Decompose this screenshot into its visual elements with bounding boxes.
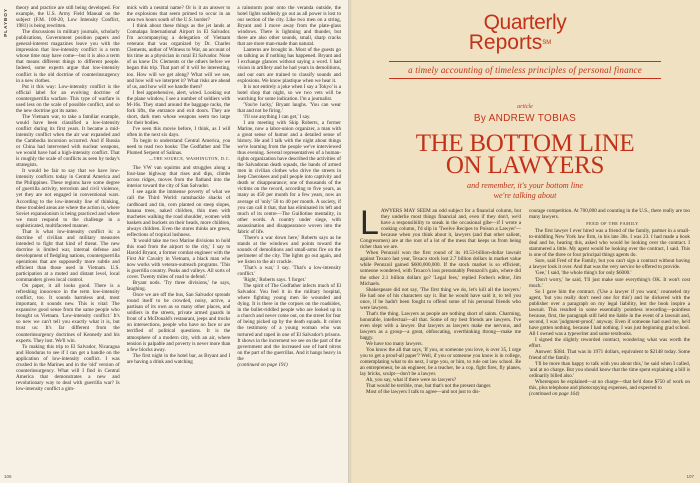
deck xyxy=(350,181,700,200)
left-column-3 xyxy=(237,5,341,473)
paragraph: 'Right,' Roberts says. 'I forget.' xyxy=(243,277,307,284)
paragraph: 'There's a war down here,' Roberts says as he stands at the windows and points toward the sounds of demolitions and small-arms fire on the perimeter of the city. The lights go out again, and we listen to the air crackle. xyxy=(237,234,342,265)
headline-line2: ON LAWYERS xyxy=(445,152,605,179)
left-column-2 xyxy=(127,5,231,473)
paragraph: That would be terrible, true, but that's not the present danger. xyxy=(366,383,492,390)
paragraph: On paper, it all looks good. There is a refreshing innocence in the term low-intensity conflict, too. It sounds harmless and, most important, it sounds new. This is vital: The expansive good sense from the same people who brought us Vietnam. 'Low-intensity conflict.' It's so new we can't tell you exactly what it is, but trust us: It's far different from the counterinsurgency doctrines of Kennedy and his experts. They lost. We'll win. xyxy=(16,283,120,344)
divider xyxy=(389,61,661,62)
paragraph: 'I'll use anything I can get,' I say. xyxy=(243,113,311,120)
service-mark: SM xyxy=(542,40,552,46)
paragraph: It would be fair to say that we have low-intensity conflicts today in Central America and the Philippines. These regions have some degree of guerrilla activity, terrorism and civil violence, yet they are not engaged in conventional wars. According to the low-intensity line of thinking, these troubled areas are where the action is, where Soviet expansionism is being practiced and where we must respond to the challenge in a sophisticated, multifaceted manner. xyxy=(16,168,120,229)
paragraph: You know the all that says, 'If you, or someone you love, is over 35, I urge you to get a proof-all paper'? Well, if you or someone you know is in college, contemplating what to do next, I urge you, or him, to rule out law school. Be an entrepreneur, be an engineer, be a teacher, be a cop, fight fires, fly planes, lay bricks, sculpt—don't be a lawyer. xyxy=(360,347,521,378)
paragraph: 'It would take me two Marine divisions to hold this road from the airport to the city,' I say to Harold Bryant, a former combat engineer with the First Air Cavalry in Vietnam, a black man who now works with veteran-outreach programs. 'This is guerrilla country. Peaks and valleys. All sorts of cover. Twenty miles of road to defend.' xyxy=(126,237,231,281)
paragraph: Ah, you say, what if there were no lawyers? xyxy=(366,377,457,384)
paragraph: When Pennzoil won the first round of its 10.53-billion-dollar lawsuit against Texaco last year, Texaco stock lost 2.7 billion dollars in market value while Pennzoil gained $600,000,000. If the stock market is so efficient, someone wondered, with Texaco's loss presumably Pennzoil's gain, where did the other 2.1 billion dollars go? 'Legal fees,' replied Forbes's editor, Jim Michaels. xyxy=(360,250,521,287)
paragraph: theory and practice are still being developed. For example, the U.S. Army Field Manual on the subject (F.M. 100-20, Low Intensity Conflict, 1981) is being rewritten. xyxy=(16,5,120,30)
page-number: 107 xyxy=(686,474,694,479)
article-label: article xyxy=(517,104,533,110)
paragraph: Once we are off the bus, San Salvador spreads round itself to be crowded, noisy, active, a partisan of its own as so many other places, and soldiers in the streets, private armed guards in front of a McDonald's restaurant, jeeps and trucks on intersections, people who have no face or are terrified of political questions. It is the atmosphere of a modern city, with an air, where tension is palpable and poverty is never more than a few blocks away. xyxy=(126,292,231,353)
paragraph: So I gave him the contract. ('Use a lawyer if you want,' counseled my agent, 'but you really don't need one for this') and he dickered with the publisher over a paragraph on my legal liability, lest the book inspire a lawsuit. This resulted in some essentially pointless rewording—pointless because, first, the paragraph still held me liable in the event of a lawsuit and, second, I was 'judgment-proof,' anyway. Even if someone had sued me, he'd have gotten nothing, because I had nothing. I was just beginning grad school. All I owned was a typewriter and some textbooks. xyxy=(529,288,690,337)
paragraph: Shakespeare did not say, 'The first thing we do, let's kill all the lawyers.' He had one of his characters say it. But he would have said it, to tell you once, if he hadn't been fought to offend some of his personal friends who were lawyers. xyxy=(360,286,521,311)
headline-line1: THE BOTTOM LINE xyxy=(415,130,635,157)
paragraph: I feel apprehensive, alert, wired. Looking out the plane window, I see a number of soldiers with M-16s. They stand around the baggage racks, the fork lifts, the entrance and exit doors. They are short, dark men whose weapons seem too large for their bodies. xyxy=(126,89,231,126)
paragraph: I am meeting with Skip Roberts, a former Marine, now a labor-union organizer, a man with a great sense of humor and a detailed sense of history. He and I talk with the night about things we're learning from the people we've interviewed thus evening. Several representatives of a human-rights organization have described the activities of the Salvadoran death squads, the bands of armed men in civilian clothes who drive the streets in Jeep Cherokees and pull people into captivity and death or disappearance; one of thousands of the victims on the record, according to five years, as many as 450 per month for a few years, now an average of 'only' 50 to 40 per month. A society, if you can call it that, that has eliminated its left and much of its centre—The Guillotine mentality, in other words. A country under siege, with assassination and disappearance woven into the fabric of life. xyxy=(237,119,342,235)
left-column-1 xyxy=(16,5,120,473)
paragraph: To begin to understand Central America, you need to read two books: The Godfather and The Plumed Serpent of Salinas. xyxy=(126,138,231,157)
paragraph: The VW van squirms and struggles along a four-lane highway that rises and dips, climbs across ridges, moves from the flatland into the interior toward the city of San Salvador. xyxy=(126,165,231,190)
paragraph xyxy=(360,208,521,250)
running-head: PLAYBOY xyxy=(3,8,8,37)
paragraph: I signed the slightly reworded contract, wondering what was worth the effort. xyxy=(529,336,690,350)
epigraph-source: —THE SOURCE, WASHINGTON, D.C. xyxy=(148,156,231,162)
article-column-2 xyxy=(529,208,690,473)
deck-line2: we're talking about xyxy=(493,190,557,200)
article-body xyxy=(360,208,690,473)
paragraph: Sure, said Fred of the Family, but you can't sign a contract without having a lawyer look it over. And that was the very service he offered to provide. xyxy=(529,258,690,271)
subhead: FEED OF THE FAMILY xyxy=(586,221,639,227)
paragraph: Answer: $384. That was in 1971 dollars, equivalent to $2148 today. Some friend of the family. xyxy=(529,349,690,362)
paragraph: We have too many lawyers. xyxy=(366,341,423,348)
left-page-columns xyxy=(16,5,341,473)
quarterly-reports-header xyxy=(350,12,700,79)
paragraph: That's the thing. Lawyers as people are nothing short of saints. Charming, honorable, intellectual—all that. Some of my best friends are lawyers. I've even slept with a lawyer. But lawyers as lawyers make me nervous, and lawyers as a group—a great, obfuscating, overthinking throng—make me baggy. xyxy=(360,310,521,341)
paragraph: The spirit of The Godfather infects much of El Salvador. You feel it in the military hospital, where fighting young men lie wounded and dying. It is there in the corpses on the roadsides, in the bullet-riddled people who are looked up in a church and never come out, on the street for fear of being picked up by the death squads. It colors the testimony of a young woman who was tortured and raped in one of El Salvador's prisons. It shows in the increment we see on the part of the government and the increased use of hard nitros on the part of the guerrillas. And it hangs heavy in the xyxy=(237,283,342,362)
paragraph: a rainstorm pour onto the veranda outside, the hotel lights suddenly go out as all power is lost to our section of the city. Like two men on a string, Bryant and I move away from the plate-glass windows. There is lightning and thunder, but there are also other sounds, small, sharp cracks that are more man-made than natural. xyxy=(237,5,342,48)
paragraph: The first night in the hotel bar, as Bryant and I are having a drink and watching xyxy=(126,352,231,365)
lead-text: AWYERS MAY SEEM an odd subject for a financial column, but they underlie most things financial and, even if they don't, we'd have a responsibility to sneak in the occasional gibe—if I wrote a cooking column, I'd slip in 'Twelve Recipes to Poison a Lawyer'—because when you think about it, lawyers (and that other salient, Congressmen) are at the root of a lot of the mess that keeps us from being richer than we are. xyxy=(360,208,521,251)
paragraph: It is not entirely a joke when I say a Tokyo' is a hotel shop that night, so we two vets will be watching for some indication. I'm a journalist. xyxy=(237,83,342,102)
spine-shadow xyxy=(348,0,352,483)
paragraph: 'That's a war,' I say. 'That's a low-intensity conflict.' xyxy=(237,265,342,278)
headline xyxy=(350,130,700,179)
paragraph: 'Gee,' I said, 'the whole thing's for only $6000.' xyxy=(535,270,632,277)
paragraph: I think about these things as the jet lands at Comalapa International Airport in El Salvador. I'm accompanying a delegation of Vietnam veterans that was organized by Dr. Charles Clements, author of Witness to War, an account of his time as a physician in rural El Salvador. None of us knew Dr. Clements or the others before we began this trip. That part of it will be interesting, too. How will we get along? What will we see, and how will we interpret it? What risks are ahead of us, and how will we handle them? xyxy=(126,23,231,90)
paragraph: I see again the immense poverty of what we call the Third World: ramshackle shacks of cardboard and tin, corn planted on steep slopes, banana trees, naked children, thin men with machetes walking the road shoulder, women with baskets and buckets on their heads, more children, always children. Even the stores thinks are green, reflections of tropical lushness. xyxy=(126,189,231,238)
paragraph: I've seen this movie before, I think, as I will often in the next six days. xyxy=(126,125,231,138)
paragraph: mick with a neutral name? Or is it an answer to the explosions that seem primed to occur in an area two hours south of the U.S. border? xyxy=(126,5,231,24)
continued-note: (continued on page 191) xyxy=(237,361,288,368)
column-title-reports: Reports xyxy=(468,31,543,54)
paragraph: That is what low-intensity conflict is: a doctrine of civilian and military measures intended to fight that kind of threat. The new doctrine is limited war, internal defense and development of fledgling nations, counterguerrilla operations that are supposedly more subtle and efficient than those used in Vietnam. U.S. participation at a muted and distant level, local commanders given local control. xyxy=(16,228,120,284)
paragraph: To making this trip to El Salvador, Nicaragua and Honduras to see if I can get a handle on the application of low-intensity conflict. I was crushed in the Marines and in the 'old' version of counterinsurgency. What will I find in Central America that demonstrates a new and revolutionary way to deal with guerrilla war? Is low-intensity conflict a gim- xyxy=(16,343,120,392)
column-title-line1: Quarterly xyxy=(483,11,567,34)
paragraph: Lanterns are brought in. Most of the guests go on talking as if nothing has happened. Bryant and I exchange glances without saying a word. I had vision in artillery and he had years in demolitions, and our ears are trained to classify sounds and explosions. We know plastique when we hear it. xyxy=(237,47,342,84)
column-tagline: a timely accounting of timeless principles of personal finance xyxy=(408,65,642,75)
paragraph: 'I'll be more than happy to talk with you about this,' he said when I called, 'and at no charge. But you should know that the time spent explaining a bill is ordinarily billed also.' xyxy=(529,361,690,380)
byline: By ANDREW TOBIAS xyxy=(473,113,577,124)
paragraph: Bryant nods. 'Try three divisions,' he says, laughing. xyxy=(126,280,231,293)
article-column-1 xyxy=(360,208,521,473)
paragraph: The Vietnam war, to take a familiar example, would have been classified a low-intensity conflict during its first years. It became a mid-intensity conflict when the air war expanded and the Cambodia incursion occurred. And if Russia or China had intervened with nuclear weapons, we would have had a high-intensity conflict. That is roughly the scale of conflicts as seen by today's strategists. xyxy=(16,113,120,169)
paragraph: Whereupon he explained—at no charge—that he'd done $750 of work on this, plus telephone and photocopying expenses, and expected to xyxy=(529,379,690,392)
paragraph: 'Don't worry,' he said, 'I'll just make sure everything's OK. It won't cost much.' xyxy=(529,276,690,289)
paragraph: The discussions in military journals, scholarly publications, Government position papers and general-interest magazines leave you with the impression that low-intensity conflict is a term whose time may have come—but it is also a term that means different things to different people. Indeed, some experts argue that low-intensity conflict is the old doctrine of counterinsurgency in a new clothes. xyxy=(16,29,120,84)
page-number: 106 xyxy=(4,474,12,479)
deck-line1: and remember, it's your bottom line xyxy=(466,181,584,190)
paragraph: Put it this way: Low-intensity conflict is the official label for an evolving doctrine of counterguerrilla warfare. This type of warfare is used less on the scale of possible conflict, and so the new doctrine got its name. xyxy=(16,83,120,114)
right-page xyxy=(350,0,700,483)
continued-note: (continued on page 164) xyxy=(529,391,580,398)
column-title-line2 xyxy=(350,33,700,53)
divider xyxy=(389,78,661,79)
paragraph: The first lawyer I ever hired was a friend of the family, partner in a small-to-middling New York law firm, in his late 30s. I was 23. I had made a book deal and he, hearing this, asked who would be looking over the contract. I stammered a little. My agent would be looking over the contract, I said. This is one of the three or four principal things agents do. xyxy=(529,228,690,259)
paragraph: Most of the lawyers I talk to agree—and not just to dis- xyxy=(366,389,481,396)
paragraph: 'You're lucky,' Bryant laughs. 'You can wear that and not be firing.' xyxy=(237,101,342,114)
drop-cap: L xyxy=(360,208,379,242)
paragraph: courage competition. At 700,000 and counting in the U.S., there really are too many lawyers. xyxy=(529,208,690,221)
